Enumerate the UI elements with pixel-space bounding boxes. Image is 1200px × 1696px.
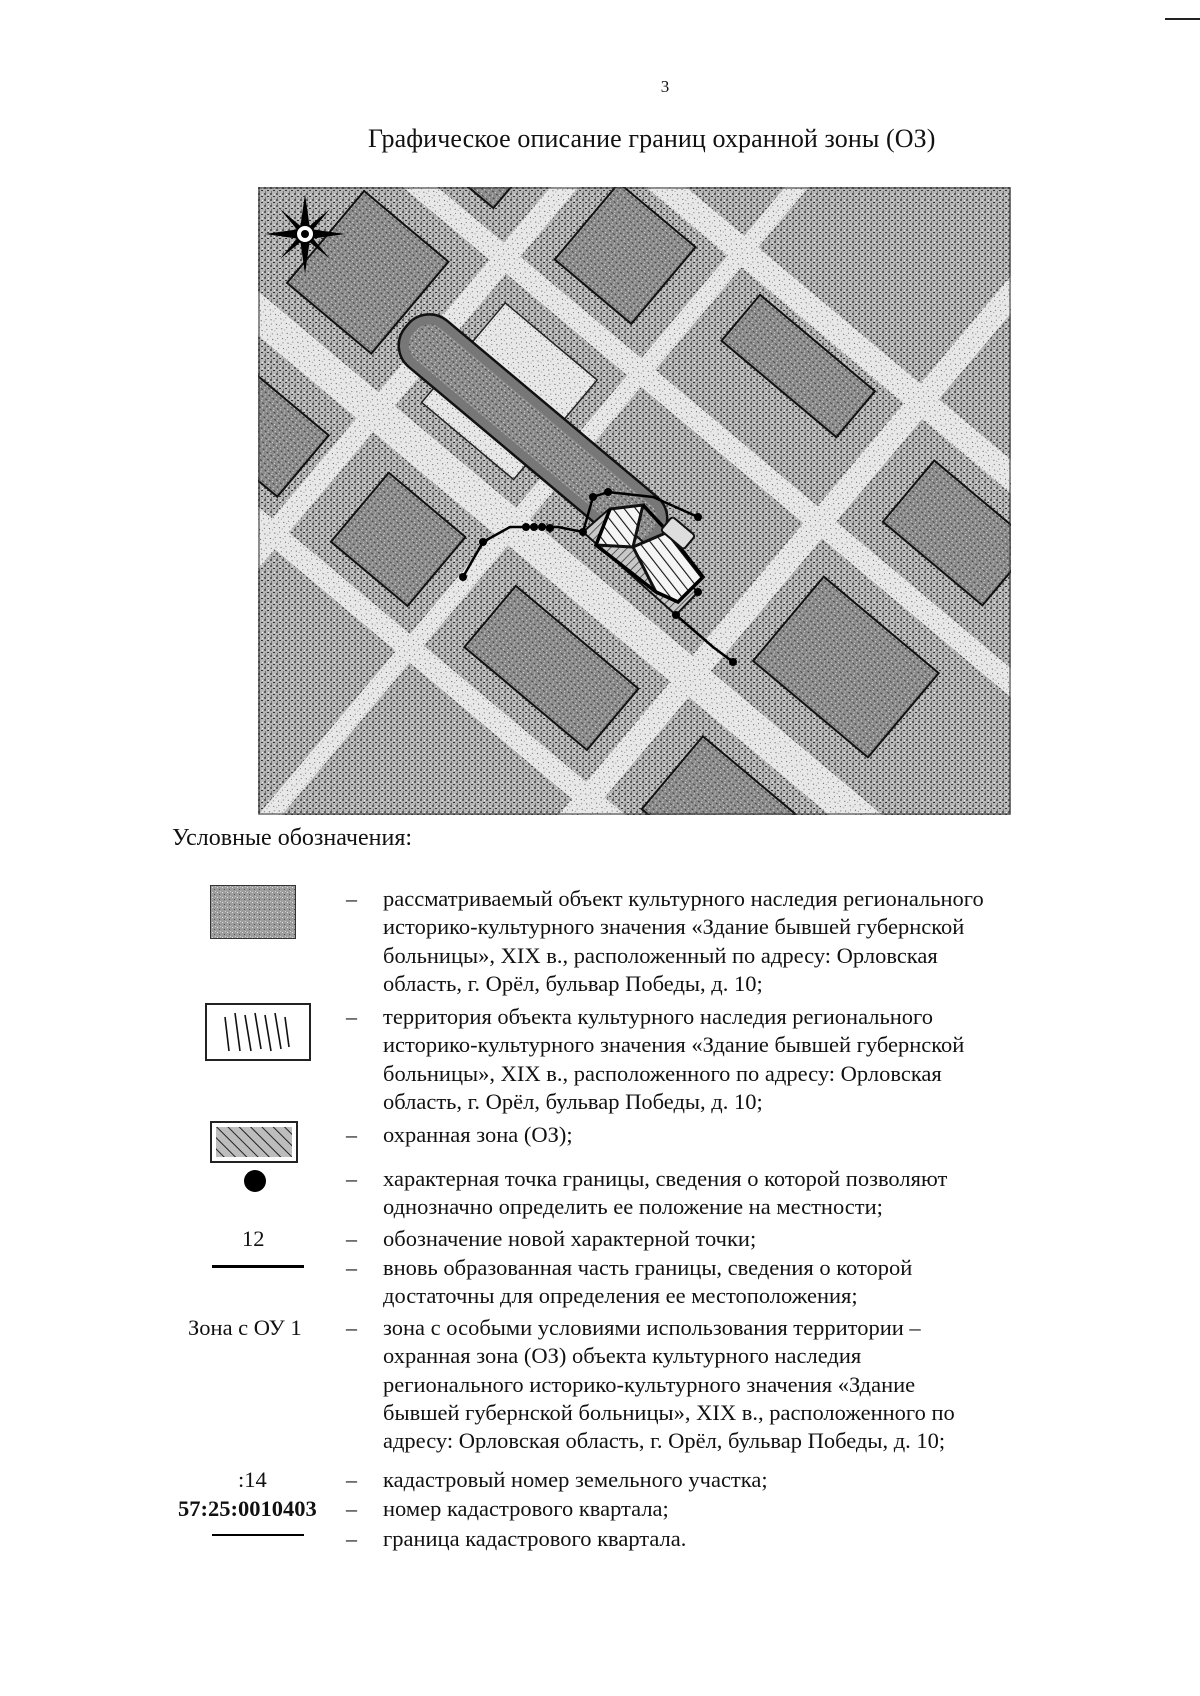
legend-description: охранная зона (ОЗ); <box>383 1122 573 1147</box>
stippled-swatch-icon <box>210 885 296 939</box>
legend-dash: – <box>346 1526 357 1551</box>
legend-description: рассматриваемый объект культурного наследия регионального историко-культурного значения «Здание бывшей губернской больницы», XIX в., расположенный по адресу: Орловская область, г. Орёл, бульвар Победы, д. 10; <box>383 886 984 996</box>
legend-dash: – <box>346 886 357 911</box>
parcel-number-symbol: :14 <box>238 1467 267 1492</box>
scan-corner-mark <box>1165 18 1200 20</box>
legend-heading: Условные обозначения: <box>172 825 413 851</box>
legend-dash: – <box>346 1226 357 1251</box>
cadastral-quarter-symbol: 57:25:0010403 <box>178 1496 317 1521</box>
legend-dash: – <box>346 1496 357 1521</box>
legend-dash: – <box>346 1255 357 1280</box>
legend-dash: – <box>346 1467 357 1492</box>
legend-description: кадастровый номер земельного участка; <box>383 1467 768 1492</box>
zone-label-symbol: Зона с ОУ 1 <box>188 1315 302 1340</box>
legend-description: вновь образованная часть границы, сведения о которой достаточны для определения ее местоположения; <box>383 1255 913 1309</box>
legend-description: номер кадастрового квартала; <box>383 1496 669 1521</box>
diagonal-hatch-swatch-icon <box>210 1121 298 1163</box>
page-number: 3 <box>660 77 670 96</box>
legend-description: зона с особыми условиями использования территории – охранная зона (ОЗ) объекта культурного наследия регионального историко-культурного значения «Здание бывшей губернской больницы», XIX в., расположенного по адресу: Орловская область, г. Орёл, бульвар Победы, д. 10; <box>383 1315 955 1454</box>
map-image <box>258 187 1011 815</box>
legend-description: граница кадастрового квартала. <box>383 1526 687 1551</box>
legend-description: характерная точка границы, сведения о которой позволяют однозначно определить ее положение на местности; <box>383 1166 948 1220</box>
quarter-boundary-line-icon <box>212 1534 304 1536</box>
legend-description: территория объекта культурного наследия регионального историко-культурного значения «Здание бывшей губернской больницы», XIX в., расположенного по адресу: Орловская область, г. Орёл, бульвар Победы, д. 10; <box>383 1004 965 1114</box>
boundary-line-icon <box>212 1265 304 1268</box>
legend-description: обозначение новой характерной точки; <box>383 1226 757 1251</box>
legend-dash: – <box>346 1166 357 1191</box>
black-dot-icon <box>244 1170 266 1192</box>
legend-dash: – <box>346 1122 357 1147</box>
legend-dash: – <box>346 1315 357 1340</box>
vertical-hatch-swatch-icon <box>205 1003 311 1061</box>
page-title: Графическое описание границ охранной зоны (ОЗ) <box>368 124 936 153</box>
legend-dash: – <box>346 1004 357 1029</box>
point-number-symbol: 12 <box>242 1226 265 1251</box>
